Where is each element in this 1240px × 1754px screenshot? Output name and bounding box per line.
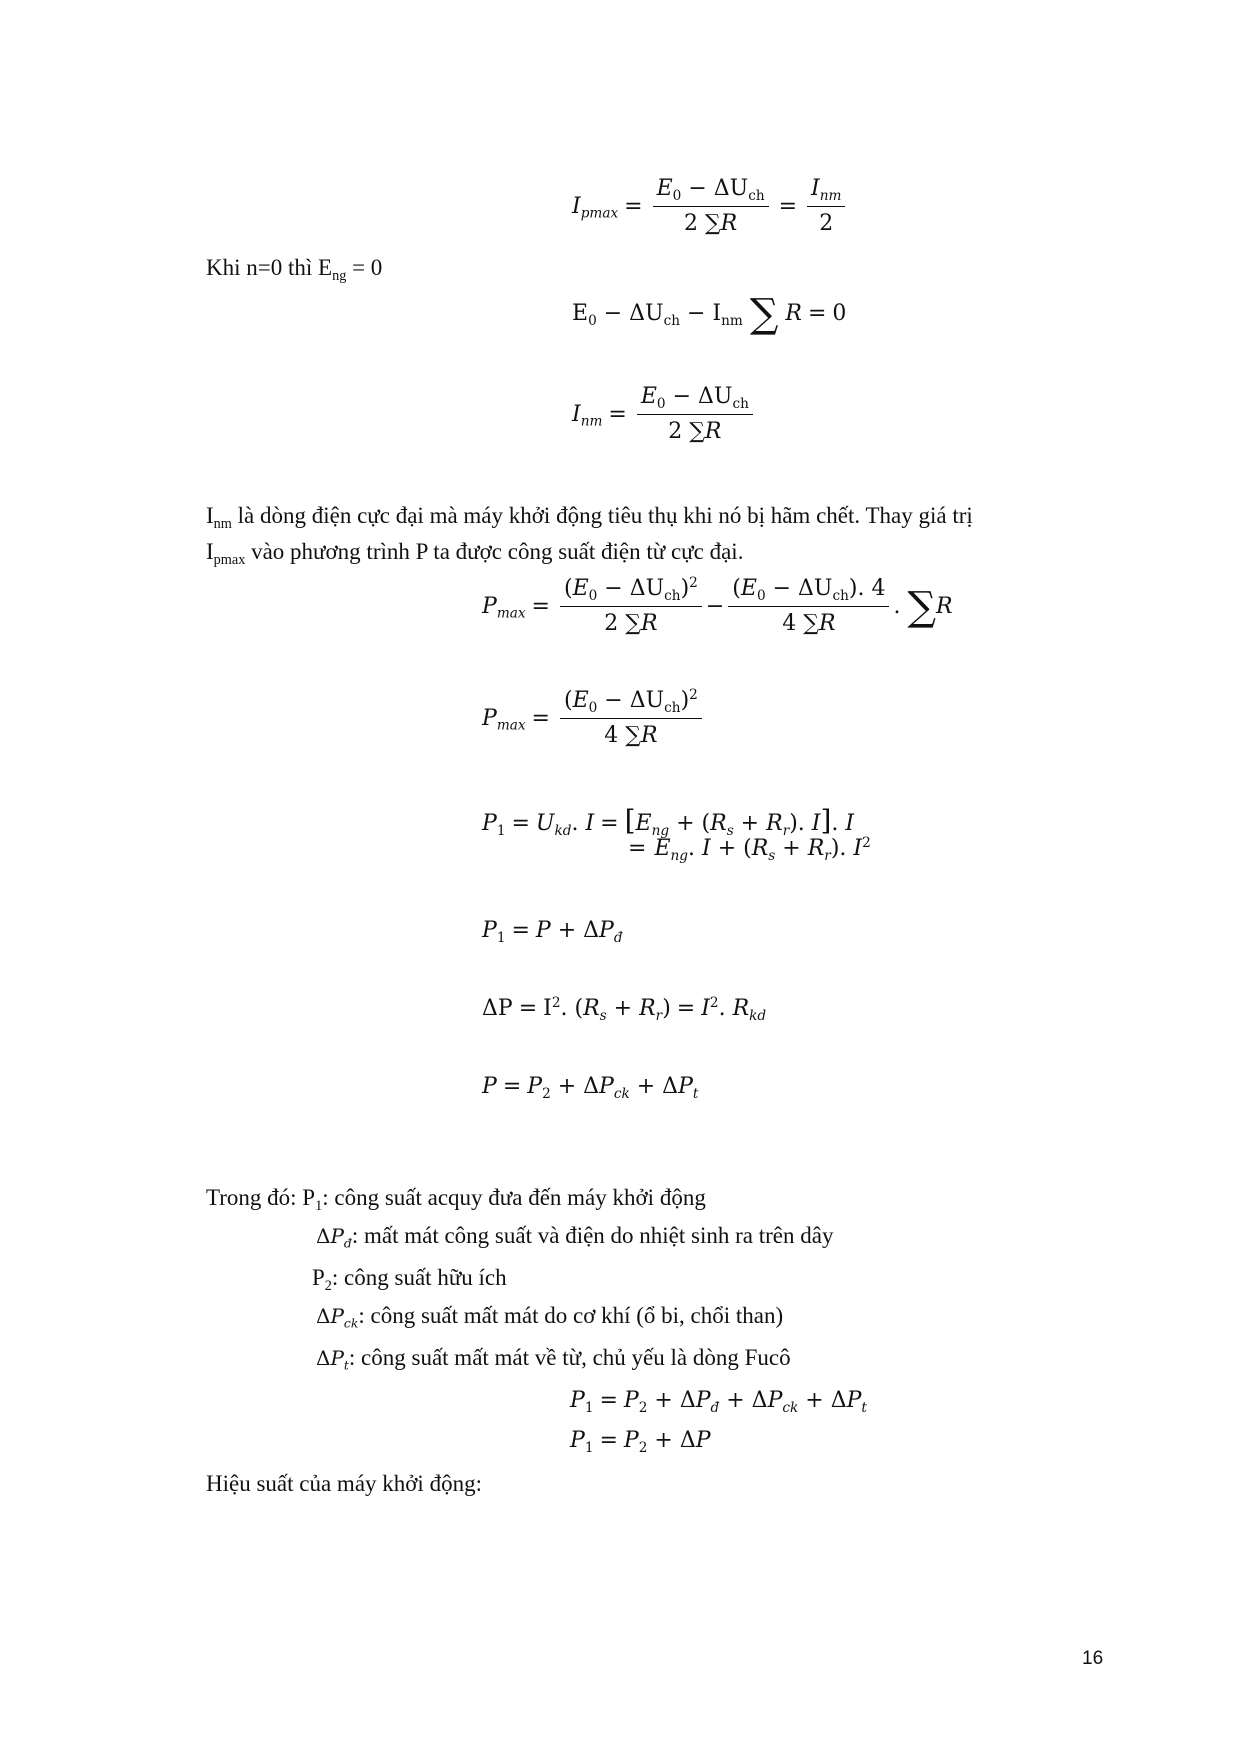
text-hieu-suat: Hiệu suất của máy khởi động:: [206, 1471, 482, 1496]
equation-p1-short: $P_1 = P_2 + \Delta P$: [570, 1428, 711, 1456]
equation-e0-balance: $E_0 - \Delta U_{ch} - I_{nm}$ ∑ R = 0: [572, 291, 847, 337]
text-khi-n0: Khi n=0 thì $E_{ng} = 0$: [206, 255, 383, 284]
equation-delta-p: $\Delta P = I^2$. $(R_s + R_r) = I^2$. $R_{kd}$: [482, 994, 767, 1024]
page-number: 16: [1082, 1648, 1104, 1669]
equation-pmax: $P_{max}$ = $\frac{(E_0 - \Delta U_{ch})^2}{4 \sum R}$: [482, 688, 706, 750]
equation-p1-line1: $P_1 = U_{kd}$. $I = [E_{ng} + (R_s + R_r)$. I]. I: [482, 804, 855, 839]
equation-p1-sum: $P_1 = P + \Delta P_đ$: [482, 918, 623, 946]
paragraph-line-2: $I_{pmax}$ vào phương trình P ta được công suất điện từ cực đại.: [206, 539, 744, 568]
equation-p: $P = P_2 + \Delta P_{ck} + \Delta P_t$: [482, 1074, 699, 1102]
def-p2: $P_2$: công suất hữu ích: [312, 1265, 507, 1294]
def-delta-pd: $\Delta P_đ$: mất mát công suất và điện do nhiệt sinh ra trên dây: [316, 1223, 834, 1251]
equation-p1-line2: = $E_{ng}$. $I + (R_s + R_r)$. $I^2$: [628, 834, 871, 864]
equation-inm: $I_{nm}$ = $\frac{E_0 - \Delta U_{ch}}{2 \sum R}$: [572, 384, 757, 446]
paragraph-line-1: $I_{nm}$ là dòng điện cực đại mà máy khởi động tiêu thụ khi nó bị hãm chết. Thay giá trị: [206, 503, 973, 532]
def-delta-pck: $\Delta P_{ck}$: công suất mất mát do cơ khí (ổ bi, chổi than): [316, 1303, 784, 1331]
text-trong-do: Trong đó: $P_1$: công suất acquy đưa đến máy khởi động: [206, 1185, 706, 1214]
equation-ipmax: $I_{pmax}$ = $\frac{E_0 - \Delta U_{ch}}{2 \sum R}$ = $\frac{I_{nm}}{2}$: [572, 176, 849, 238]
def-delta-pt: $\Delta P_t$: công suất mất mát về từ, chủ yếu là dòng Fucô: [316, 1345, 791, 1373]
equation-p1-full: $P_1 = P_2 + \Delta P_đ + \Delta P_{ck} + \Delta P_t$: [570, 1388, 867, 1416]
equation-pmax-expanded: $P_{max}$ = $\frac{(E_0 - \Delta U_{ch})^2}{2 \sum R}$ − $\frac{(E_0 - \Delta U_{ch}). 4}{4 \sum R}$ . ∑R: [482, 574, 953, 637]
